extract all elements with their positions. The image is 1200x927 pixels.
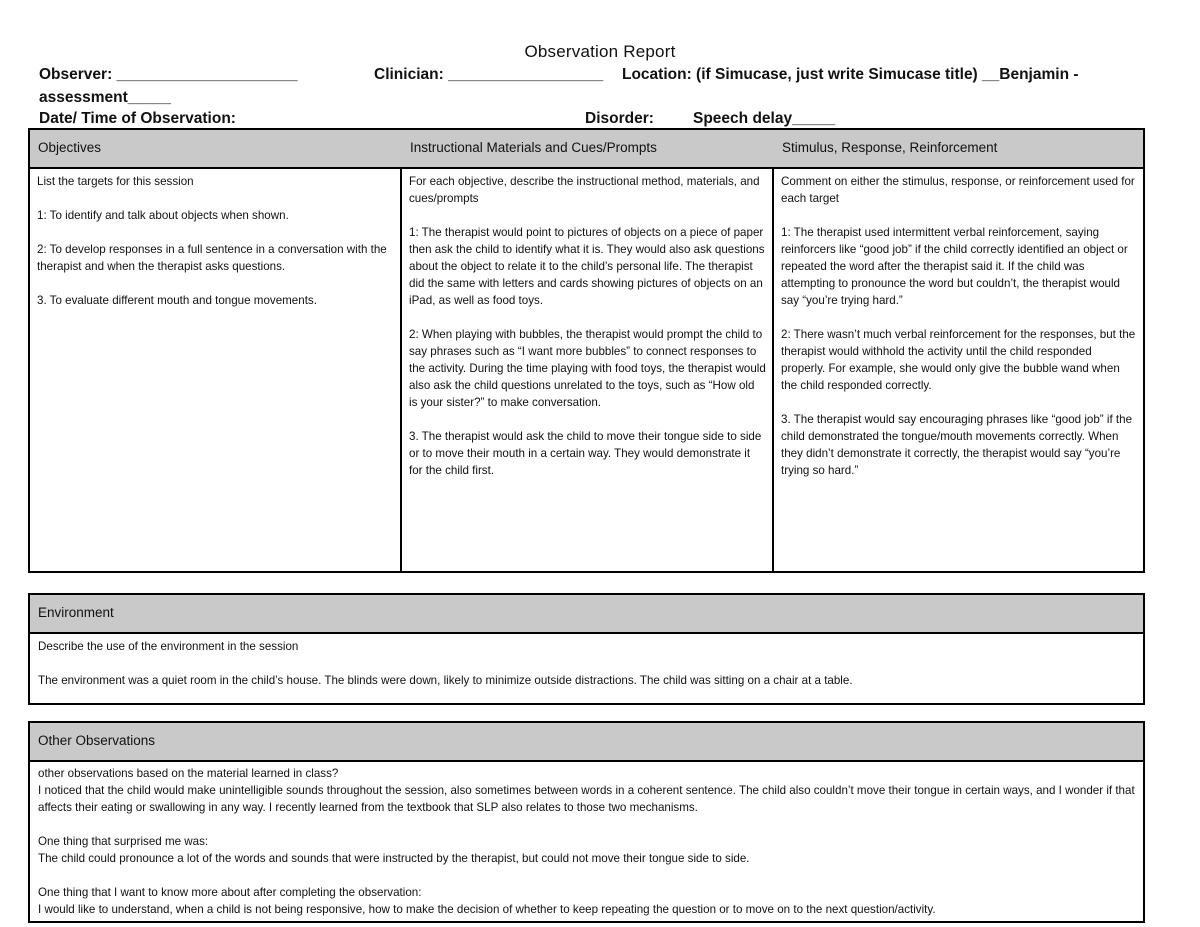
location-field[interactable]: Location: (if Simucase, just write Simucase title) __Benjamin -	[622, 66, 1079, 83]
observation-answer: The child could pronounce a lot of the words and sounds that were instructed by the therapist, but could not move their tongue side to side.	[38, 852, 750, 865]
objectives-column	[30, 130, 402, 326]
observation-answer: I noticed that the child would make unintelligible sounds throughout the session, also sometimes between words in a coherent sentence. The child also couldn’t move their tongue in certain ways, and I wonder if that affects their eating or swallowing in any way. I recently learned from the textbook that SLP also relates to those two mechanisms.	[38, 784, 1135, 814]
observation-prompt: One thing that surprised me was:	[38, 835, 209, 848]
observation-answer: I would like to understand, when a child is not being responsive, how to make the decision of whether to keep repeating the question or to move on to the next question/activity.	[38, 903, 936, 916]
environment-heading: Environment	[30, 595, 1143, 634]
objective-item: 2: To develop responses in a full sentence in a conversation with the therapist and when the therapist asks questions.	[37, 243, 387, 273]
materials-item: 1: The therapist would point to pictures of objects on a piece of paper then ask the child to identify what it is. They would also ask questions about the object to relate it to the child’s personal life. The therapist did the same with letters and cards showing pictures of objects on an iPad, as well as food toys.	[409, 226, 765, 307]
environment-section	[28, 593, 1145, 705]
date-time-field[interactable]: Date/ Time of Observation:	[39, 110, 236, 127]
other-observations-section	[28, 721, 1145, 923]
other-observations-heading: Other Observations	[30, 723, 1143, 762]
observer-field[interactable]: Observer: _____________________	[39, 66, 298, 83]
stimulus-intro: Comment on either the stimulus, response, or reinforcement used for each target	[781, 175, 1135, 205]
objectives-table	[28, 128, 1145, 573]
materials-intro: For each objective, describe the instructional method, materials, and cues/prompts	[409, 175, 760, 205]
objectives-intro: List the targets for this session	[37, 175, 194, 188]
location-field-continued: assessment_____	[39, 89, 171, 106]
materials-item: 2: When playing with bubbles, the therapist would prompt the child to say phrases such as “I want more bubbles” to connect responses to the activity. During the time playing with food toys, the therapist would also ask the child questions unrelated to the toys, such as “How old is your sister?” to make conversation.	[409, 328, 766, 409]
observation-prompt: other observations based on the material learned in class?	[38, 767, 339, 780]
objective-item: 3. To evaluate different mouth and tongue movements.	[37, 294, 317, 307]
clinician-field[interactable]: Clinician: __________________	[374, 66, 604, 83]
objective-item: 1: To identify and talk about objects when shown.	[37, 209, 289, 222]
materials-item: 3. The therapist would ask the child to move their tongue side to side or to move their mouth in a certain way. They would demonstrate it for the child first.	[409, 430, 762, 477]
stimulus-item: 3. The therapist would say encouraging phrases like “good job” if the child demonstrated the tongue/mouth movements correctly. When they didn’t demonstrate it correctly, the therapist would say “you’re trying so hard.”	[781, 413, 1133, 477]
stimulus-item: 2: There wasn’t much verbal reinforcement for the responses, but the therapist would withhold the activity until the child responded properly. For example, she would only give the bubble wand when the child responded correctly.	[781, 328, 1136, 392]
environment-text: The environment was a quiet room in the child’s house. The blinds were down, likely to minimize outside distractions. The child was sitting on a chair at a table.	[38, 674, 853, 687]
materials-heading: Instructional Materials and Cues/Prompts	[402, 130, 774, 169]
materials-column	[402, 130, 774, 496]
stimulus-heading: Stimulus, Response, Reinforcement	[774, 130, 1143, 169]
observation-prompt: One thing that I want to know more about after completing the observation:	[38, 886, 422, 899]
page-title: Observation Report	[524, 42, 676, 61]
disorder-value[interactable]: Speech delay_____	[693, 110, 836, 127]
environment-intro: Describe the use of the environment in the session	[38, 640, 299, 653]
disorder-label: Disorder:	[585, 110, 654, 127]
stimulus-item: 1: The therapist used intermittent verbal reinforcement, saying reinforcers like “good job” if the child correctly identified an object or repeated the word after the therapist said it. If the child was attempting to pronounce the word but couldn’t, the therapist would say “you’re trying hard.”	[781, 226, 1128, 307]
objectives-heading: Objectives	[30, 130, 402, 169]
stimulus-column	[774, 130, 1143, 496]
